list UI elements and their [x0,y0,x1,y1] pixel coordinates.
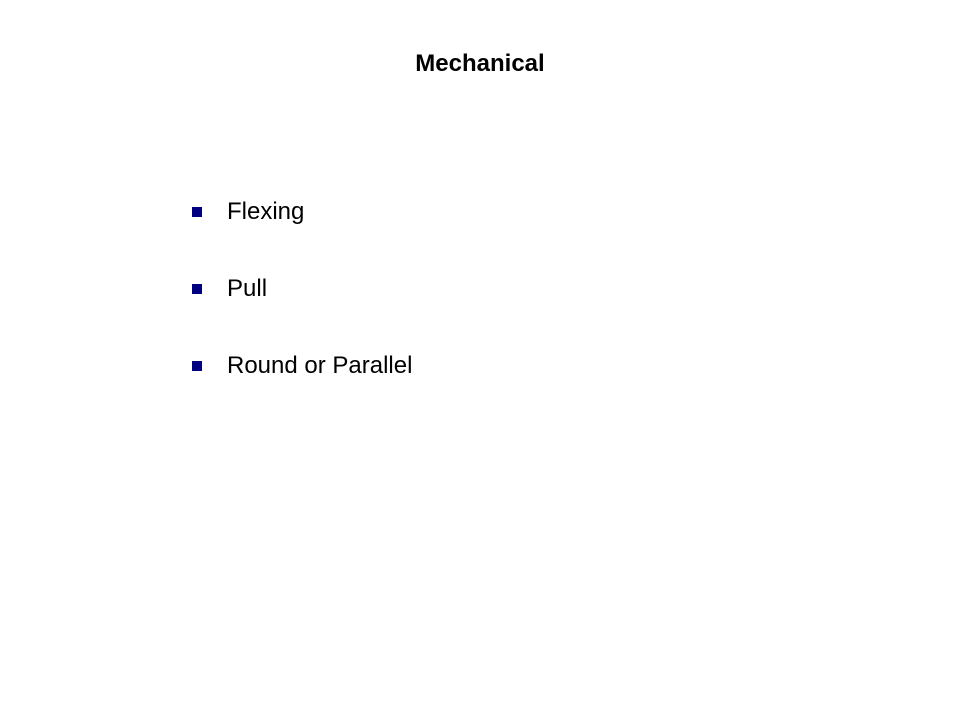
bullet-list [192,196,412,427]
slide-title: Mechanical [415,50,545,77]
bullet-item-flexing [192,196,412,228]
bullet-text: Round or Parallel [227,352,413,379]
square-bullet-icon [192,207,202,217]
bullet-item-round-or-parallel [192,350,412,382]
bullet-text: Flexing [227,198,305,225]
square-bullet-icon [192,284,202,294]
bullet-item-pull [192,273,412,305]
bullet-text: Pull [227,275,268,302]
square-bullet-icon [192,361,202,371]
